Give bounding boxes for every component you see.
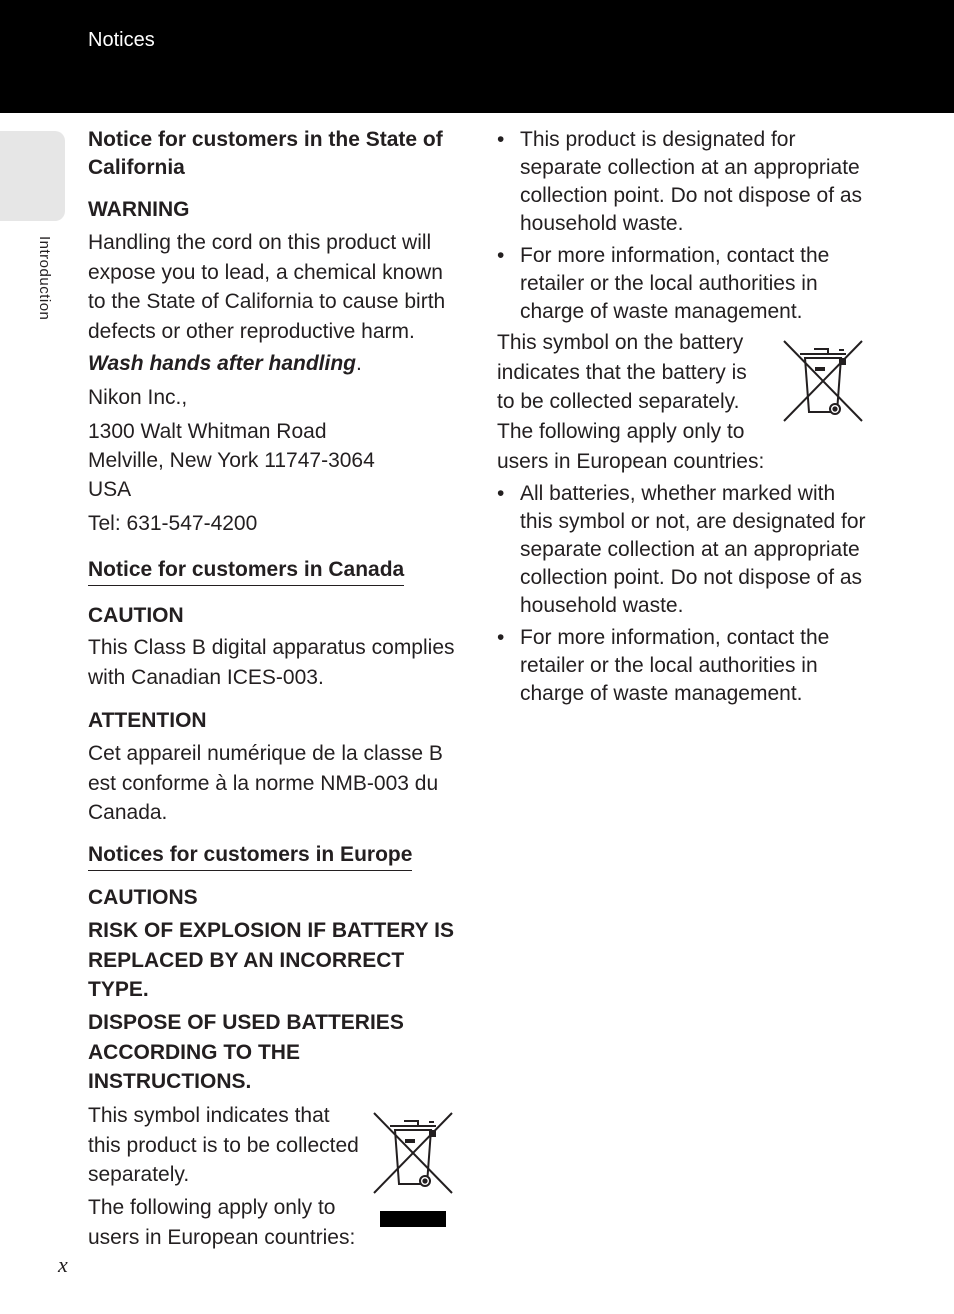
caution-label: CAUTION — [88, 604, 184, 627]
address-line-3: USA — [88, 478, 132, 501]
section-label — [36, 236, 60, 346]
address-line-2: Melville, New York 11747-3064 — [88, 449, 375, 472]
list-item — [497, 624, 869, 708]
risk-explosion-text: RISK OF EXPLOSION IF BATTERY IS REPLACED BY AN INCORRECT TYPE. — [88, 919, 454, 1001]
product-symbol-text: This symbol indicates that this product is to be collected separately. — [88, 1104, 359, 1186]
bullet-glyph: • — [497, 482, 505, 505]
header-title: Notices — [88, 29, 155, 51]
attention-label: ATTENTION — [88, 709, 207, 732]
battery-symbol-text: This symbol on the battery indicates that the battery is to be collected separately. — [497, 331, 747, 413]
california-heading: Notice for customers in the State of California — [88, 128, 443, 179]
warning-label: WARNING — [88, 198, 190, 221]
caution-text: This Class B digital apparatus complies with Canadian ICES-003. — [88, 636, 455, 689]
wash-hands-emphasis: Wash hands after handling — [88, 352, 356, 375]
telephone: Tel: 631-547-4200 — [88, 512, 258, 535]
list-item-text: For more information, contact the retailer or the local authorities in charge of waste management. — [520, 625, 830, 705]
product-apply-text: The following apply only to users in European countries: — [88, 1196, 356, 1249]
page-header — [0, 0, 954, 113]
crossed-out-wheelie-bin-icon — [782, 339, 866, 430]
bullet-glyph: • — [497, 128, 505, 151]
wash-hands-note — [88, 349, 362, 379]
canada-heading: Notice for customers in Canada — [88, 557, 404, 586]
product-bullet-list — [497, 126, 869, 329]
company-name: Nikon Inc., — [88, 386, 188, 409]
europe-heading: Notices for customers in Europe — [88, 842, 412, 871]
list-item — [497, 480, 869, 620]
battery-bullet-list — [497, 480, 869, 711]
bullet-glyph: • — [497, 243, 505, 267]
battery-apply-text: The following apply only to users in European countries: — [497, 420, 765, 473]
attention-text: Cet appareil numérique de la classe B est conforme à la norme NMB-003 du Canada. — [88, 742, 443, 824]
list-item — [497, 126, 869, 238]
warning-text: Handling the cord on this product will expose you to lead, a chemical known to the State of California to cause birth defects or other reproductive harm. — [88, 231, 446, 343]
dispose-batteries-text: DISPOSE OF USED BATTERIES ACCORDING TO THE INSTRUCTIONS. — [88, 1011, 404, 1093]
list-item — [497, 242, 869, 326]
list-item-text: All batteries, whether marked with this symbol or not, are designated for separate collection at an appropriate collection point. Do not dispose of as household waste. — [520, 482, 866, 617]
bullet-glyph: • — [497, 625, 505, 649]
cautions-label: CAUTIONS — [88, 886, 198, 909]
section-tab — [0, 131, 65, 221]
canada-heading-wrap — [88, 557, 404, 586]
address-line-1: 1300 Walt Whitman Road — [88, 420, 327, 443]
wash-hands-period: . — [355, 352, 362, 375]
europe-heading-wrap — [88, 842, 412, 871]
section-label-text: Introduction — [36, 236, 53, 321]
crossed-out-wheelie-bin-icon — [372, 1111, 456, 1236]
page-number: x — [58, 1252, 68, 1277]
list-item-text: For more information, contact the retailer or the local authorities in charge of waste management. — [520, 243, 830, 323]
list-item-text: This product is designated for separate collection at an appropriate collection point. Do not dispose of as household waste. — [520, 128, 863, 235]
